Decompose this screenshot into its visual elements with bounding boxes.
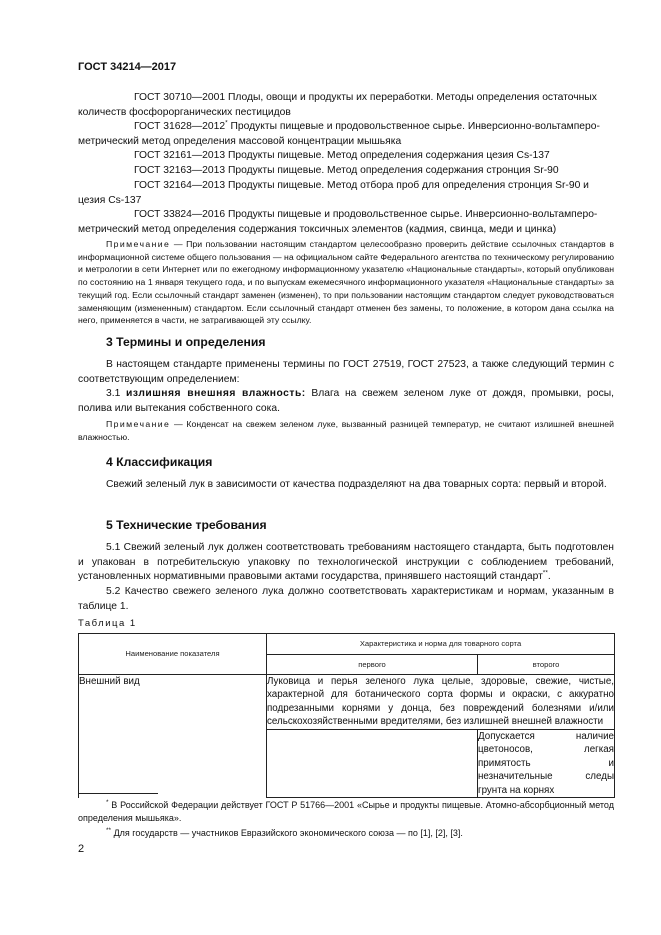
reference-note: Примечание — При пользовании настоящим стандартом целесообразно проверить действие ссылочных стандартов в информационной системе общего пользования — на официальном сайте Федерального агентства по техническому регулированию и метрологии в сети Интернет или по ежегодному информационному указателю «Национальные стандарты», который опубликован по состоянию на 1 января текущего года, и по выпускам ежемесячного информационного указателя «Национальные стандарты» за текущий год. Если ссылочный стандарт заменен (изменен), то при пользовании настоящим стандартом следует руководствоваться заменяющим (измененным) стандартом. Если ссылочный стандарт отменен без замены, то положение, в котором дана ссылка на него, применяется в части, не затрагивающей эту ссылку. [78, 239, 614, 326]
reference-gost-31628: ГОСТ 31628—2012* Продукты пищевые и продовольственное сырье. Инверсионно-вольтамперо- метрический метод определения массовой концентрации мышьяка [78, 119, 600, 147]
cell-common-appearance: Луковица и перья зеленого лука целые, здоровые, свежие, чистые, характерной для ботанического сорта формы и окраски, с аккуратно подрезанными корнями у донца, без повреждений болезнями и/или сельскохозяйственными вредителями, без излишней внешней влажности [267, 675, 615, 730]
header-indicator: Наименование показателя [79, 634, 267, 675]
header-second-grade: второго [478, 655, 615, 675]
table-caption: Таблица 1 [78, 618, 137, 629]
term-note: Примечание — Конденсат на свежем зеленом луке, вызванный разницей температур, не считают излишней внешней влажностью. [78, 419, 614, 442]
row-name-appearance: Внешний вид [79, 675, 267, 798]
term-definition: 3.1 излишняя внешняя влажность: Влага на свежем зеленом луке от дождя, промывки, росы, полива или вытекания собственного сока. [78, 388, 614, 414]
section-4-title: 4 Классификация [106, 455, 213, 469]
reference-gost-30710: ГОСТ 30710—2001 Плоды, овощи и продукты их переработки. Методы определения остаточных количеств фосфорорганических пестицидов [78, 92, 597, 118]
header-first-grade: первого [267, 655, 478, 675]
reference-gost-32161: ГОСТ 32161—2013 Продукты пищевые. Метод определения содержания цезия Cs-137 [134, 150, 550, 161]
reference-gost-33824: ГОСТ 33824—2016 Продукты пищевые и продовольственное сырье. Инверсионно-вольтамперо- метрический метод определения содержания токсичных элементов (кадмия, свинца, меди и цинка) [78, 209, 598, 235]
note-label: Примечание [106, 239, 171, 249]
cell-second-grade-extra: Допускается наличие цветоносов, легкая примятость и незначительные следы грунта на корнях [478, 731, 614, 796]
section-5-1: 5.1 Свежий зеленый лук должен соответствовать требованиям настоящего стандарта, быть подготовлен и упакован в потребительскую упаковку по технологической инструкции с соблюдением требований, установленных нормативными правовыми актами государства, принявшего настоящий стандарт**. [78, 542, 614, 583]
header-grade-group: Характеристика и норма для товарного сорта [267, 634, 615, 655]
section-3-intro: В настоящем стандарте применены термины по ГОСТ 27519, ГОСТ 27523, а также следующий термин с соответствующим определением: [78, 359, 614, 385]
cell-first-grade-empty [267, 730, 478, 798]
reference-gost-32164: ГОСТ 32164—2013 Продукты пищевые. Метод отбора проб для определения стронция Sr-90 и цезия Cs-137 [78, 180, 589, 206]
section-5-title: 5 Технические требования [106, 518, 267, 532]
reference-gost-32163: ГОСТ 32163—2013 Продукты пищевые. Метод определения содержания стронция Sr-90 [134, 165, 559, 176]
footnote-separator [78, 793, 158, 794]
section-5-2: 5.2 Качество свежего зеленого лука должно соответствовать характеристикам и нормам, указанным в таблице 1. [78, 586, 614, 612]
section-3-title: 3 Термины и определения [106, 335, 266, 349]
table-1 [78, 633, 615, 798]
standard-code-header: ГОСТ 34214—2017 [78, 61, 177, 73]
section-4-text: Свежий зеленый лук в зависимости от качества подразделяют на два товарных сорта: первый и второй. [106, 479, 607, 490]
footnote-2: ** Для государств — участников Евразийского экономического союза — по [1], [2], [3]. [106, 827, 463, 838]
term-name: излишняя внешняя влажность: [126, 388, 306, 399]
page-number: 2 [78, 843, 85, 855]
footnote-1: * В Российской Федерации действует ГОСТ Р 51766—2001 «Сырье и продукты пищевые. Атомно-абсорбционный метод определения мышьяка». [78, 799, 614, 823]
